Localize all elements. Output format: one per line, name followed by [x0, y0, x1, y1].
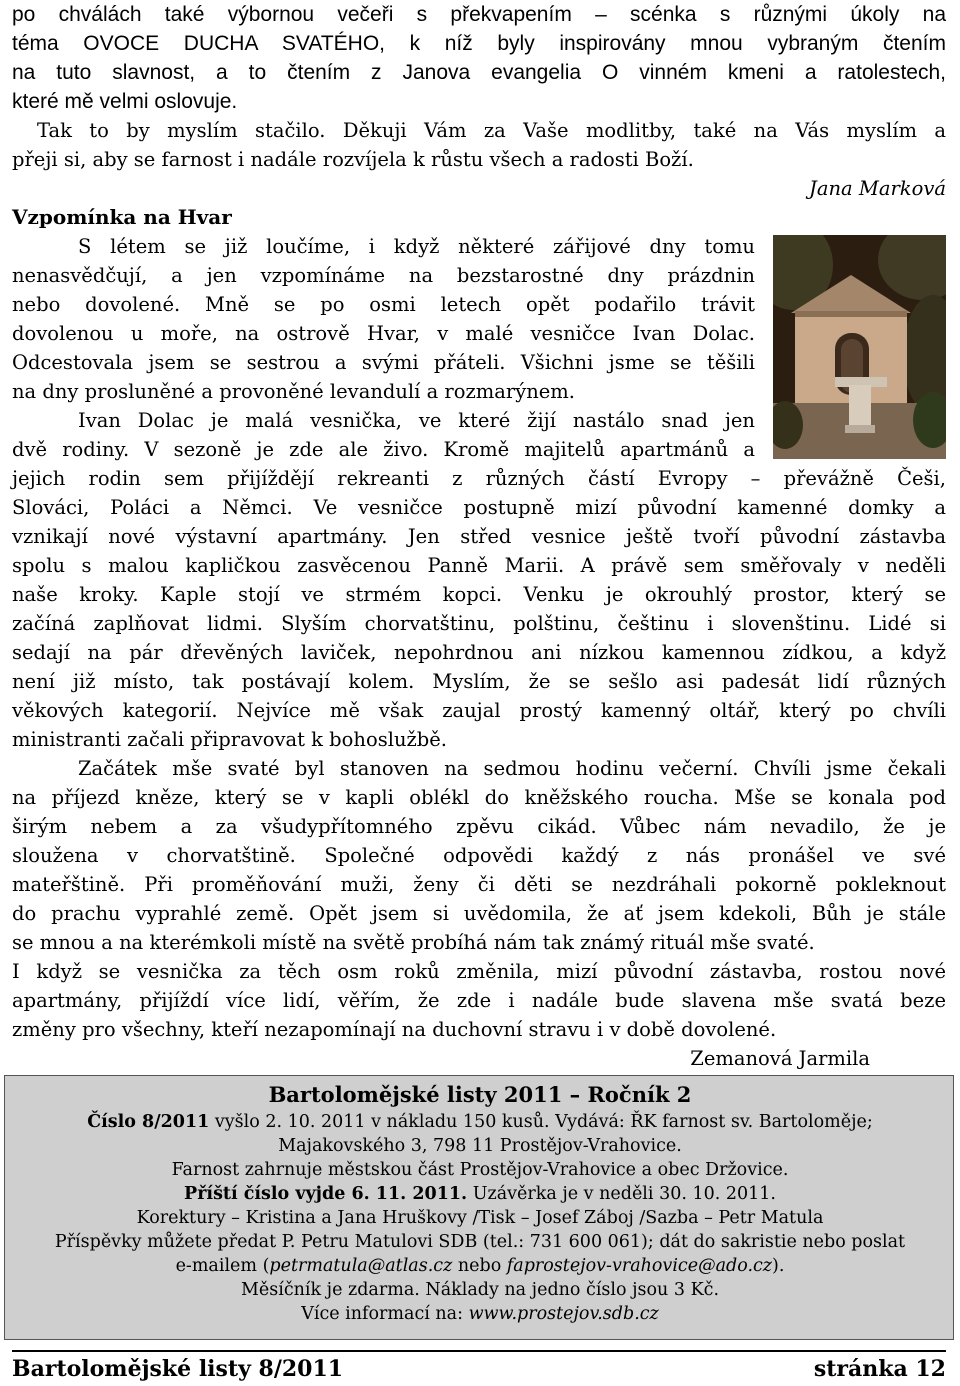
website-link[interactable]: www.prostejov.sdb.cz: [468, 1304, 659, 1324]
article-line: S létem se již loučíme, i když některé zářijové dny tomu: [78, 235, 755, 258]
footer-email-line: [5, 1254, 955, 1278]
footer-address: Majakovského 3, 798 11 Prostějov-Vrahovice.: [278, 1136, 682, 1156]
footer-parish: Farnost zahrnuje městskou část Prostějov-Vrahovice a obec Držovice.: [171, 1160, 789, 1180]
footer-more-label: Více informací na:: [301, 1304, 469, 1324]
article-line: dovolenou u moře, na ostrově Hvar, v malé vesničce Ivan Dolac.: [12, 322, 755, 345]
article-line: nenasvědčují, a jen vzpomínáme na bezstarostné dny prázdnin: [12, 264, 755, 287]
page-number: stránka 12: [813, 1356, 946, 1382]
article-line: sedají na pár dřevěných laviček, nepohrdnou ani nízkou kamennou zídkou, a když: [12, 641, 946, 664]
email-link-2[interactable]: faprostejov-vrahovice@ado.cz: [506, 1256, 773, 1276]
article-line: dvě rodiny. V sezoně je zde ale živo. Kromě majitelů apartmánů a: [12, 438, 755, 461]
intro-line: na tuto slavnost, a to čtením z Janova evangelia O vinném kmeni a ratolestech,: [12, 61, 946, 84]
footer-more-info: [5, 1302, 955, 1326]
intro-line: po chválách také výbornou večeři s překvapením – scénka s různými úkoly na: [12, 3, 946, 26]
email-link-1[interactable]: petrmatula@atlas.cz: [269, 1256, 453, 1276]
article-line: nebo dovolené. Mně se po osmi letech opět podařilo trávit: [12, 293, 755, 316]
intro-line: téma OVOCE DUCHA SVATÉHO, k níž byly inspirovány mnou vybraným čtením: [12, 32, 946, 55]
article-line: ministranti začali připravovat k bohoslužbě.: [12, 728, 447, 751]
article-heading: Vzpomínka na Hvar: [12, 205, 232, 229]
article-line: vznikají nové výstavní apartmány. Jen střed vesnice ještě tvoří původní zástavba: [12, 525, 946, 548]
footer-credits: Korektury – Kristina a Jana Hruškovy /Tisk – Josef Záboj /Sazba – Petr Matula: [136, 1208, 824, 1228]
chapel-photo: [773, 235, 946, 459]
intro-paragraph-line: přeji si, aby se farnost i nadále rozvíjela k růstu všech a radosti Boží.: [12, 148, 694, 171]
article-line: naše kroky. Kaple stojí ve strmém kopci. Venku je okrouhlý prostor, který se: [12, 583, 946, 606]
article-line: I když se vesnička za těch osm roků změnila, mizí původní zástavba, rostou nové: [12, 960, 946, 983]
footer-next-date: Příští číslo vyjde 6. 11. 2011.: [184, 1184, 468, 1204]
article-line: změny pro všechny, kteří nezapomínají na duchovní stravu i v době dovolené.: [12, 1018, 777, 1041]
article-line: Začátek mše svaté byl stanoven na sedmou hodinu večerní. Chvíli jsme čekali: [78, 757, 946, 780]
footer-issue: [5, 1110, 955, 1134]
footer-email-suffix: ).: [772, 1256, 785, 1276]
footer-info-box: [4, 1075, 954, 1340]
article-line: do prachu vyprahlé země. Opět jsem si uvědomila, že ať jsem kdekoli, Bůh je stále: [12, 902, 946, 925]
article-line: Slováci, Poláci a Němci. Ve vesničce postupně mizí původní kamenné domky a: [12, 496, 946, 519]
signature-jana: Jana Marková: [809, 177, 946, 200]
article-line: se mnou a na kterémkoli místě na světě probíhá nám tak známý rituál mše svaté.: [12, 931, 815, 954]
intro-paragraph-line: Tak to by myslím stačilo. Děkuji Vám za Vaše modlitby, také na Vás myslím a: [37, 119, 946, 142]
footer-issue-number: Číslo 8/2011: [87, 1112, 210, 1132]
page-footer-bar: [12, 1350, 946, 1384]
article-line: na dny prosluněné a provoněné levandulí a rozmarýnem.: [12, 380, 575, 403]
signature-zemanova: Zemanová Jarmila: [690, 1047, 870, 1070]
footer-next-issue: [5, 1182, 955, 1206]
footer-email-prefix: e-mailem (: [175, 1256, 270, 1276]
article-line: věkových kategorií. Nejvíce mě však zaujal prostý kamenný oltář, který po chvíli: [12, 699, 946, 722]
footer-title: Bartolomějské listy 2011 – Ročník 2: [268, 1082, 692, 1107]
article-line: začíná zaplňovat lidmi. Slyším chorvatštinu, polštinu, češtinu i slovenštinu. Lidé si: [12, 612, 946, 635]
article-line: není již místo, tak postávají kolem. Myslím, že se sešlo asi padesát lidí různých: [12, 670, 946, 693]
article-line: Odcestovala jsem se sestrou a svými přáteli. Všichni jsme se těšili: [12, 351, 755, 374]
footer-deadline: Uzávěrka je v neděli 30. 10. 2011.: [467, 1184, 776, 1204]
article-line: na příjezd kněze, který se v kapli oblékl do kněžského roucha. Mše se konala pod: [12, 786, 946, 809]
article-line: jejich rodin sem přijíždějí rekreanti z různých částí Evropy – převážně Češi,: [12, 467, 946, 490]
article-line: mateřštině. Při proměňování muži, ženy či děti se nezdráhali pokorně pokleknout: [12, 873, 946, 896]
footer-email-join: nebo: [452, 1256, 507, 1276]
footer-price: Měsíčník je zdarma. Náklady na jedno číslo jsou 3 Kč.: [240, 1280, 720, 1300]
article-line: sloužena v chorvatštině. Společné odpovědi každý z nás pronášel ve své: [12, 844, 946, 867]
intro-line: které mě velmi oslovuje.: [12, 90, 238, 113]
footer-contributions: Příspěvky můžete předat P. Petru Matulovi SDB (tel.: 731 600 061); dát do sakristie nebo poslat: [54, 1232, 906, 1252]
article-line: Ivan Dolac je malá vesnička, ve které žijí nastálo snad jen: [78, 409, 755, 432]
footer-issue-details: vyšlo 2. 10. 2011 v nákladu 150 kusů. Vydává: ŘK farnost sv. Bartoloměje;: [209, 1112, 873, 1132]
publication-name: Bartolomějské listy 8/2011: [12, 1356, 344, 1382]
article-line: spolu s malou kapličkou zasvěcenou Panně Marii. A právě sem směřovaly v neděli: [12, 554, 946, 577]
article-line: apartmány, přijíždí více lidí, věřím, že zde i nadále bude slavena mše svatá beze: [12, 989, 946, 1012]
article-line: širým nebem a za všudypřítomného zpěvu cikád. Vůbec nám nevadilo, že je: [12, 815, 946, 838]
